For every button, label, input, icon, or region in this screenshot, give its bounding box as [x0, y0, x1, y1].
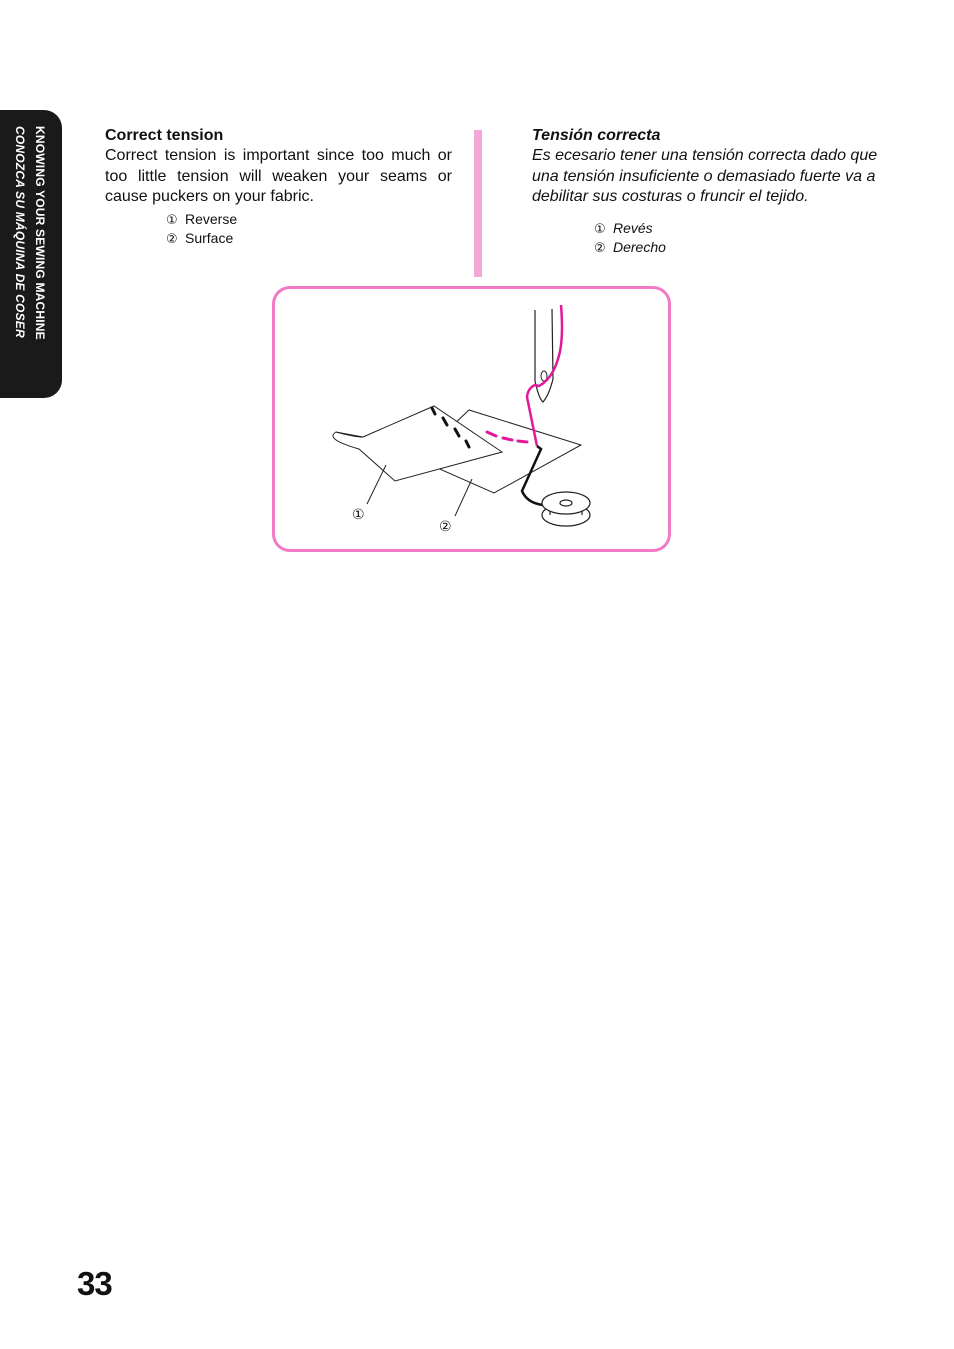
- legend-number: ②: [166, 230, 178, 246]
- section-body-es: Es ecesario tener una tensión correcta dado que una tensión insuficiente o demasiado fuerte va a debilitar sus costuras o fruncir el tejido.: [532, 147, 878, 205]
- callout-2: ②: [439, 519, 452, 535]
- legend-item: [166, 210, 452, 229]
- section-body-en: Correct tension is important since too much or too little tension will weaken your seams or cause puckers on your fabric.: [105, 147, 452, 205]
- page-number: 33: [77, 1265, 112, 1302]
- legend-number: ①: [166, 211, 178, 227]
- needle: [535, 309, 553, 402]
- section-heading-en: Correct tension: [105, 127, 224, 144]
- legend-item: [166, 229, 452, 248]
- chapter-side-tab-label: [10, 126, 50, 340]
- tension-illustration-frame: [272, 286, 671, 552]
- legend-number: ②: [594, 239, 606, 255]
- figure-legend-es: [594, 219, 884, 257]
- callout-1-leader: [367, 465, 386, 504]
- section-heading-es: Tensión correcta: [532, 127, 661, 144]
- bobbin-icon: [542, 492, 590, 526]
- chapter-title-en: KNOWING YOUR SEWING MACHINE: [33, 126, 47, 340]
- column-divider: [474, 130, 482, 277]
- figure-legend-en: [166, 210, 452, 248]
- chapter-title-es: CONOZCA SU MÁQUINA DE COSER: [13, 126, 27, 338]
- spanish-column: [532, 126, 884, 257]
- english-column: [105, 126, 452, 248]
- legend-item: [594, 238, 884, 257]
- legend-item: [594, 219, 884, 238]
- callout-2-leader: [455, 479, 472, 516]
- legend-label: Surface: [185, 229, 234, 246]
- legend-label: Derecho: [613, 238, 666, 255]
- legend-label: Reverse: [185, 210, 238, 227]
- tension-illustration: [275, 289, 668, 549]
- legend-label: Revés: [613, 219, 653, 236]
- callout-1: ①: [352, 507, 365, 523]
- legend-number: ①: [594, 220, 606, 236]
